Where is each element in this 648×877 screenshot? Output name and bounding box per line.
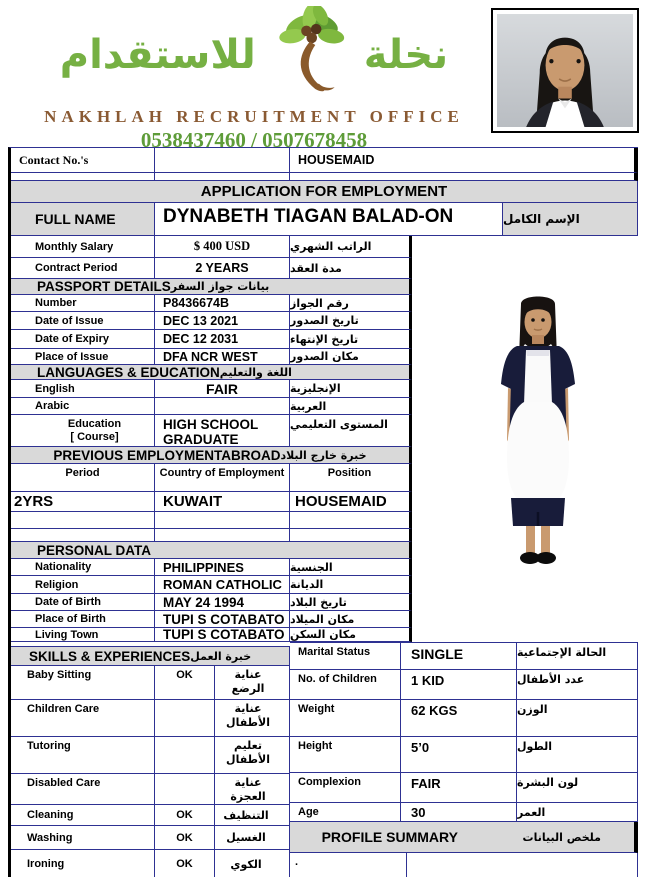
contract-period-value: 2 YEARS: [155, 258, 290, 279]
living-town-label: Living Town: [11, 628, 155, 642]
ironing-label: Ironing: [11, 850, 155, 877]
date-of-issue-value: DEC 13 2021: [155, 312, 290, 330]
disabled-care-label: Disabled Care: [11, 774, 155, 805]
cleaning-value: OK: [155, 805, 215, 826]
baby-sitting-value: OK: [155, 666, 215, 700]
place-of-birth-arabic: مكان الميلاد: [290, 611, 412, 628]
passport-number-label: Number: [11, 295, 155, 312]
period-value: 2YRS: [11, 492, 155, 512]
passport-title: PASSPORT DETAILS: [37, 279, 171, 294]
place-of-issue-value: DFA NCR WEST: [155, 349, 290, 365]
languages-title: LANGUAGES & EDUCATION: [37, 365, 220, 380]
complexion-value: FAIR: [401, 773, 517, 803]
date-of-issue-label: Date of Issue: [11, 312, 155, 330]
weight-label: Weight: [290, 700, 401, 737]
monthly-salary-row: [11, 236, 638, 258]
place-of-birth-value: TUPI S COTABATO: [155, 611, 290, 628]
previous-employment-title-arabic: خبرة خارج البلاد: [280, 448, 367, 462]
washing-row: [11, 826, 290, 850]
date-of-birth-arabic: تاريخ البلاد: [290, 594, 412, 611]
nationality-label: Nationality: [11, 559, 155, 576]
living-town-row: [11, 628, 638, 642]
place-of-birth-row: [11, 611, 638, 628]
place-of-issue-label: Place of Issue: [11, 349, 155, 365]
education-label: Education: [67, 417, 122, 430]
age-row: [290, 803, 638, 822]
profile-summary-title: PROFILE SUMMARY: [321, 829, 458, 845]
age-label: Age: [290, 803, 401, 822]
passport-number-value: P8436674B: [155, 295, 290, 312]
marital-status-arabic: الحالة الإجتماعية: [517, 642, 638, 670]
education-value: HIGH SCHOOL GRADUATE: [155, 415, 290, 447]
english-value: FAIR: [155, 380, 290, 398]
country-value: KUWAIT: [155, 492, 290, 512]
complexion-row: [290, 773, 638, 803]
ironing-arabic: الكوي: [215, 850, 290, 877]
spacer-row: [11, 173, 638, 181]
date-of-birth-value: MAY 24 1994: [155, 594, 290, 611]
children-number-arabic: عدد الأطفال: [517, 670, 638, 700]
application-form-table: [8, 147, 638, 877]
full-name-row: [11, 203, 638, 236]
weight-arabic: الوزن: [517, 700, 638, 737]
contract-period-row: [11, 258, 638, 279]
religion-row: [11, 576, 638, 594]
personal-data-banner: [11, 542, 638, 559]
profile-summary-note-row: [290, 853, 638, 877]
age-arabic: العمر: [517, 803, 638, 822]
date-of-issue-arabic: تاريخ الصدور: [290, 312, 412, 330]
arabic-value: [155, 398, 290, 415]
weight-value: 62 KGS: [401, 700, 517, 737]
position-value-abroad: HOUSEMAID: [290, 492, 412, 512]
profile-summary-note: .: [290, 853, 407, 877]
height-value: 5’0: [401, 737, 517, 773]
contact-value-empty: [155, 148, 290, 173]
height-row: [290, 737, 638, 773]
nationality-value: PHILIPPINES: [155, 559, 290, 576]
marital-status-row: [290, 642, 638, 670]
religion-label: Religion: [11, 576, 155, 594]
education-row: [11, 415, 638, 447]
children-care-label: Children Care: [11, 700, 155, 737]
passport-number-arabic: رقم الجواز: [290, 295, 412, 312]
cleaning-row: [11, 805, 290, 826]
logo-arabic-word-right: نخلة: [363, 31, 449, 78]
ironing-row: [11, 850, 290, 877]
english-arabic: الإنجليزية: [290, 380, 412, 398]
marital-status-label: Marital Status: [290, 642, 401, 670]
arabic-row: [11, 398, 638, 415]
washing-label: Washing: [11, 826, 155, 850]
complexion-label: Complexion: [290, 773, 401, 803]
date-of-issue-row: [11, 312, 638, 330]
previous-employment-header-row: [11, 464, 638, 492]
place-of-issue-arabic: مكان الصدور: [290, 349, 412, 365]
previous-employment-entry-row: [11, 492, 638, 512]
washing-value: OK: [155, 826, 215, 850]
country-header: Country of Employment: [155, 464, 290, 492]
education-arabic: المستوى التعليمي: [290, 415, 412, 447]
date-of-expiry-value: DEC 12 2031: [155, 330, 290, 349]
english-label: English: [11, 380, 155, 398]
tutoring-row: Tutoring تعليم الأطفال: [11, 737, 290, 774]
passport-section-banner: [11, 279, 638, 295]
cleaning-arabic: التنظيف: [215, 805, 290, 826]
religion-value: ROMAN CATHOLIC: [155, 576, 290, 594]
nationality-row: [11, 559, 638, 576]
children-number-row: [290, 670, 638, 700]
height-arabic: الطول: [517, 737, 638, 773]
position-header: Position: [290, 464, 412, 492]
application-banner: [11, 181, 638, 203]
weight-row: [290, 700, 638, 737]
application-title: APPLICATION FOR EMPLOYMENT: [200, 183, 448, 200]
passport-title-arabic: بيانات جواز السفر: [170, 280, 270, 293]
empty-row-2: [11, 529, 638, 542]
palm-tree-icon: [266, 6, 354, 103]
ironing-value: OK: [155, 850, 215, 877]
height-label: Height: [290, 737, 401, 773]
monthly-salary-label: Monthly Salary: [11, 236, 155, 258]
previous-employment-title: PREVIOUS EMPLOYMENTABROAD: [53, 447, 281, 463]
arabic-arabic: العربية: [290, 398, 412, 415]
measurements-column: [290, 642, 638, 877]
previous-employment-banner: [11, 447, 638, 464]
skills-column: [11, 642, 290, 877]
full-name-label: FULL NAME: [11, 203, 155, 236]
place-of-birth-label: Place of Birth: [11, 611, 155, 628]
date-of-birth-label: Date of Birth: [11, 594, 155, 611]
tutoring-value: [155, 737, 215, 774]
languages-section-banner: [11, 365, 638, 380]
profile-summary-title-arabic: ملخص البيانات: [522, 830, 601, 844]
cleaning-label: Cleaning: [11, 805, 155, 826]
date-of-expiry-row: [11, 330, 638, 349]
passport-number-row: [11, 295, 638, 312]
contract-period-arabic: مدة العقد: [290, 258, 412, 279]
children-care-value: [155, 700, 215, 737]
washing-arabic: الغسيل: [215, 826, 290, 850]
profile-summary-banner: [290, 822, 638, 853]
skills-title: SKILLS & EXPERIENCES: [29, 648, 191, 664]
education-label-line2: [ Course]: [70, 430, 119, 443]
children-care-row: Children Care عناية الأطفال: [11, 700, 290, 737]
position-value: HOUSEMAID: [290, 148, 638, 173]
contact-label: Contact No.'s: [11, 148, 155, 173]
children-number-value: 1 KID: [401, 670, 517, 700]
disabled-care-value: [155, 774, 215, 805]
agency-logo: [28, 6, 480, 153]
date-of-expiry-label: Date of Expiry: [11, 330, 155, 349]
baby-sitting-row: Baby Sitting OK عناية الرضع: [11, 666, 290, 700]
baby-sitting-label: Baby Sitting: [11, 666, 155, 700]
applicant-portrait-photo: [491, 8, 639, 133]
languages-title-arabic: اللغة والتعليم: [219, 365, 292, 379]
contact-row: [11, 148, 638, 173]
full-name-value: DYNABETH TIAGAN BALAD-ON: [155, 203, 503, 236]
religion-arabic: الديانة: [290, 576, 412, 594]
full-name-arabic: الإسم الكامل: [503, 203, 638, 236]
monthly-salary-value: $ 400 USD: [155, 236, 290, 258]
children-number-label: No. of Children: [290, 670, 401, 700]
arabic-label: Arabic: [11, 398, 155, 415]
monthly-salary-arabic: الراتب الشهري: [290, 236, 412, 258]
living-town-value: TUPI S COTABATO: [155, 628, 290, 642]
skills-title-arabic: خبرة العمل: [190, 649, 252, 663]
place-of-issue-row: [11, 349, 638, 365]
skills-banner: [11, 646, 290, 666]
office-name: NAKHLAH RECRUITMENT OFFICE: [44, 107, 464, 126]
date-of-expiry-arabic: تاريخ الإنتهاء: [290, 330, 412, 349]
contract-period-label: Contract Period: [11, 258, 155, 279]
personal-data-title: PERSONAL DATA: [37, 542, 152, 558]
english-row: [11, 380, 638, 398]
marital-status-value: SINGLE: [401, 642, 517, 670]
disabled-care-row: Disabled Care عناية العجزة: [11, 774, 290, 805]
complexion-arabic: لون البشرة: [517, 773, 638, 803]
date-of-birth-row: [11, 594, 638, 611]
phone-numbers: 0538437460 / 0507678458: [140, 128, 368, 152]
tutoring-label: Tutoring: [11, 737, 155, 774]
period-header: Period: [11, 464, 155, 492]
nationality-arabic: الجنسية: [290, 559, 412, 576]
logo-arabic-word-left: للاستقدام: [59, 31, 256, 78]
age-value: 30: [401, 803, 517, 822]
empty-row-1: [11, 512, 638, 529]
living-town-arabic: مكان السكن: [290, 628, 412, 642]
